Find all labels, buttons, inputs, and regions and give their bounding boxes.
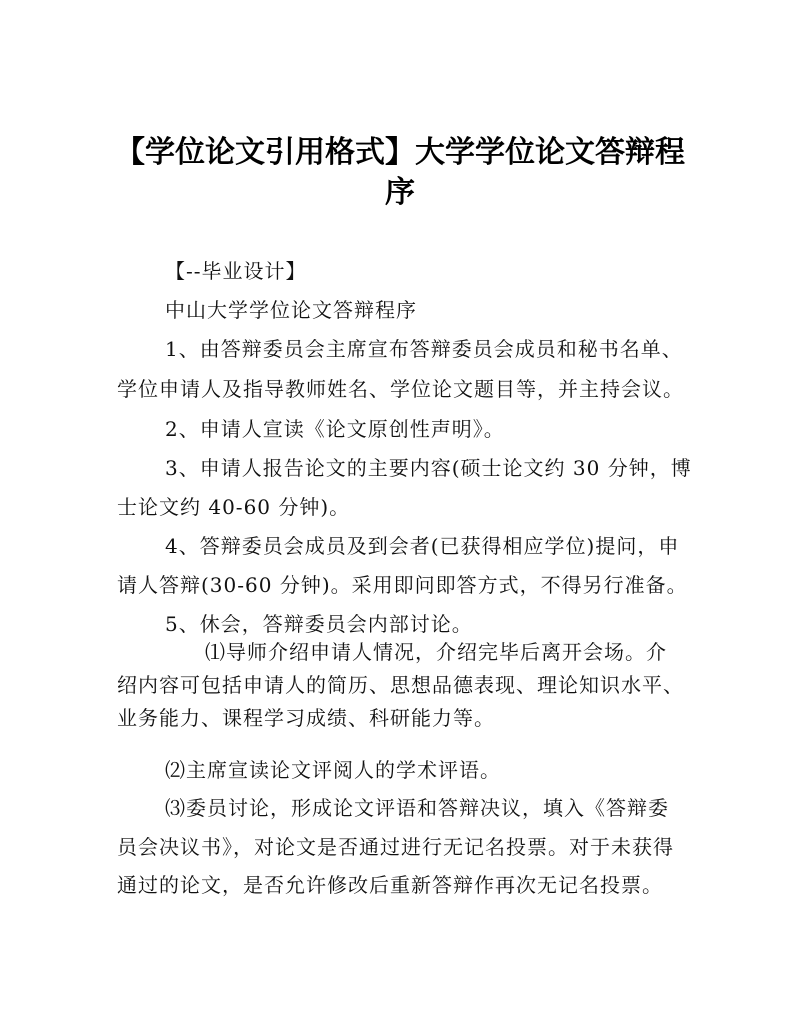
item-2: 2、申请人宣读《论文原创性声明》。 [165, 417, 505, 441]
item-5: 5、休会，答辩委员会内部讨论。 [165, 612, 473, 636]
sub-item-1-line-1: ⑴导师介绍申请人情况，介绍完毕后离开会场。介 [205, 640, 667, 664]
item-4-line-1: 4、答辩委员会成员及到会者(已获得相应学位)提问，申 [165, 534, 680, 558]
sub-item-1-line-3: 业务能力、课程学习成绩、科研能力等。 [117, 706, 495, 730]
item-4-line-2: 请人答辩(30-60 分钟)。采用即问即答方式，不得另行准备。 [117, 573, 688, 597]
sub-item-3-line-2: 员会决议书》，对论文是否通过进行无记名投票。对于未获得 [117, 835, 674, 859]
sub-item-1-line-2: 绍内容可包括申请人的简历、思想品德表现、理论知识水平、 [117, 673, 684, 697]
document-title [100, 133, 700, 213]
sub-item-3-line-1: ⑶委员讨论，形成论文评语和答辩决议，填入《答辩委 [165, 796, 669, 820]
title-line-2: 序 [385, 175, 415, 210]
item-1-line-1: 1、由答辩委员会主席宣布答辩委员会成员和秘书名单、 [165, 337, 683, 361]
sub-item-3-line-3: 通过的论文，是否允许修改后重新答辩作再次无记名投票。 [117, 873, 663, 897]
item-3-line-2: 士论文约 40-60 分钟)。 [117, 495, 351, 519]
section-heading: 中山大学学位论文答辩程序 [165, 298, 417, 322]
title-line-1: 【学位论文引用格式】大学学位论文答辩程 [115, 135, 685, 170]
category-tag: 【--毕业设计】 [165, 259, 307, 283]
item-1-line-2: 学位申请人及指导教师姓名、学位论文题目等，并主持会议。 [117, 377, 684, 401]
item-3-line-1: 3、申请人报告论文的主要内容(硕士论文约 30 分钟，博 [165, 456, 692, 480]
sub-item-2: ⑵主席宣读论文评阅人的学术评语。 [165, 758, 501, 782]
